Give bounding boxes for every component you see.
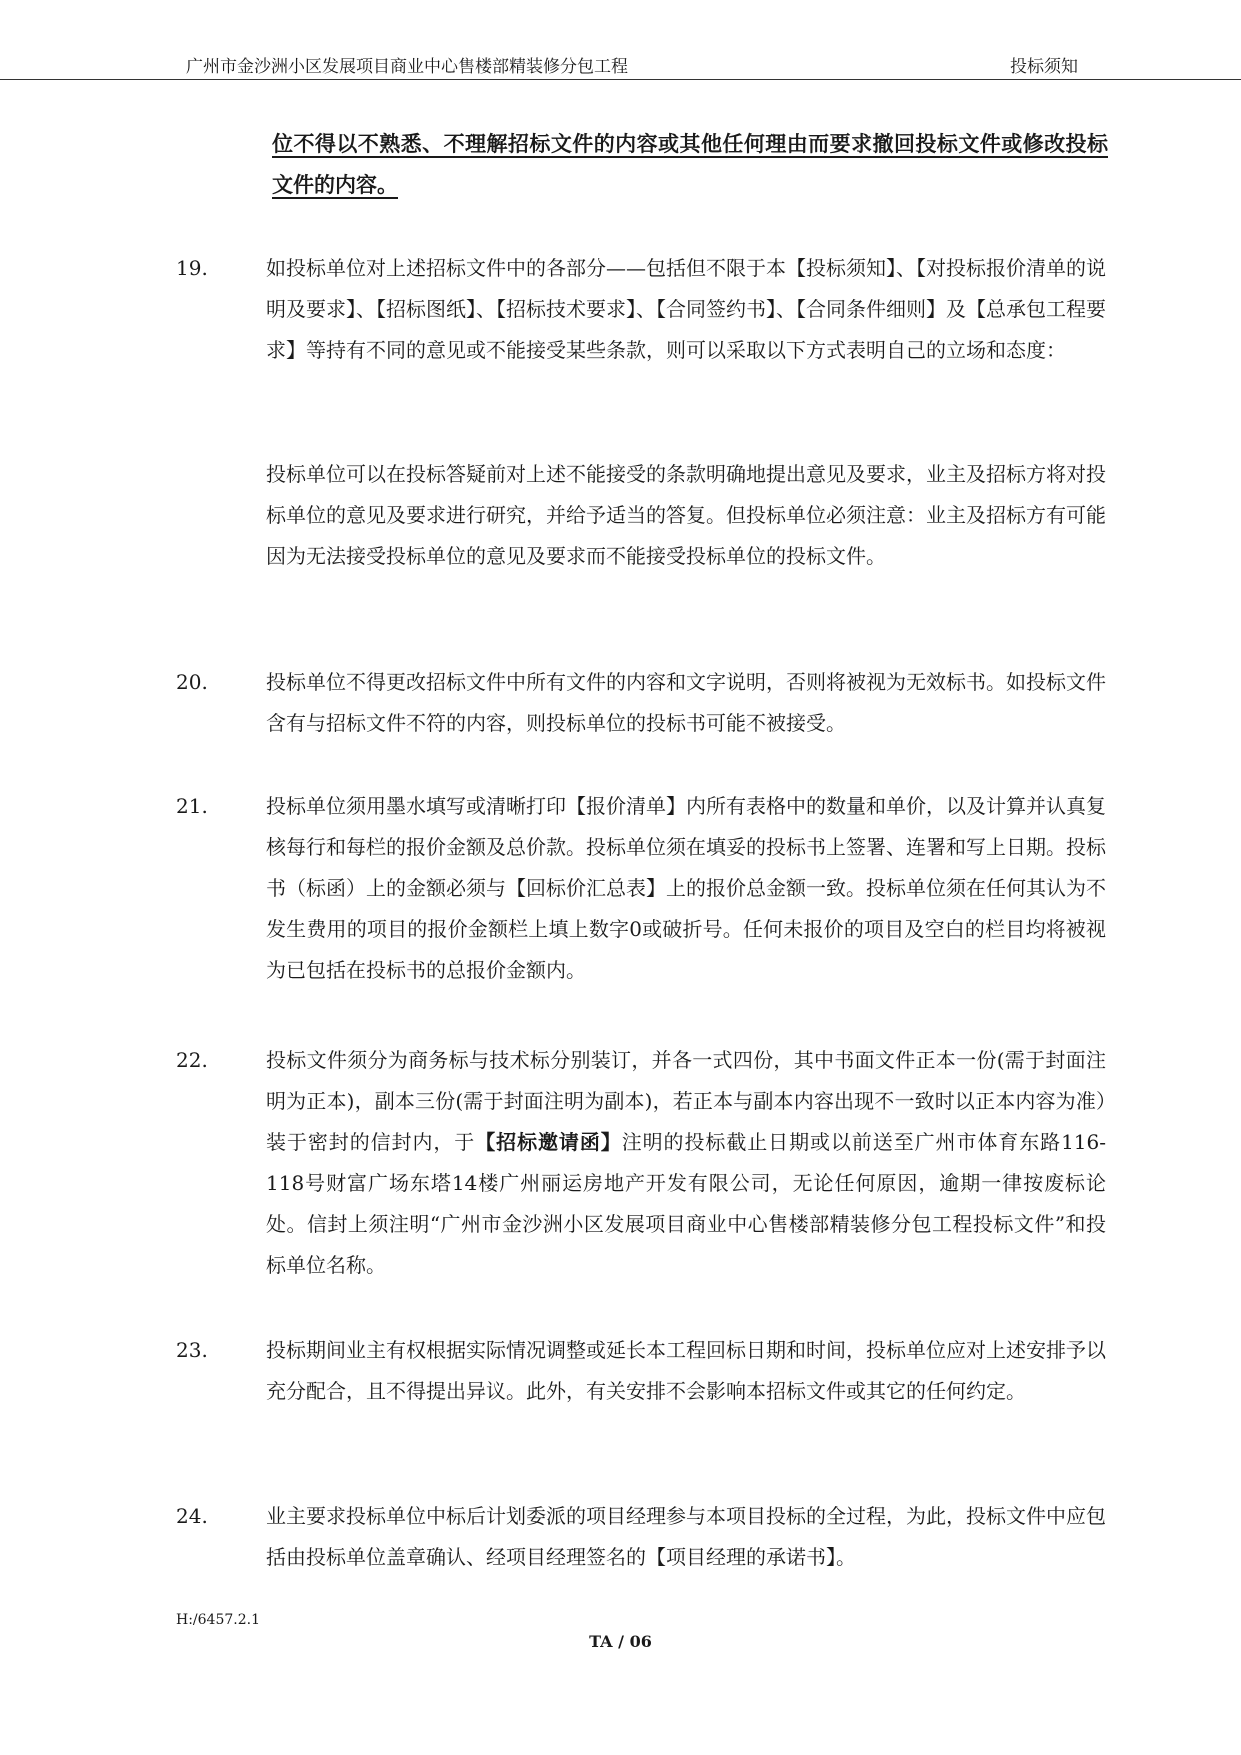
continued-clause-text: 位不得以不熟悉、不理解招标文件的内容或其他任何理由而要求撤回投标文件或修改投标文件的内容。 xyxy=(272,132,1108,197)
section-name: 投标须知 xyxy=(1010,57,1078,77)
clause-number-19: 19. xyxy=(176,256,208,280)
document-title: 广州市金沙洲小区发展项目商业中心售楼部精装修分包工程 xyxy=(186,57,628,77)
clause-22-text-part-a: 投标文件须分为商务标与技术标分别装订，并各一式四份，其中书面文件正本一份(需于封面注明为正本)，副本三份(需于封面注明为副本)，若正本与副本内容出现不一致时以正本内容为准）装于密封的信封内，于 xyxy=(266,1048,1106,1154)
page-header xyxy=(0,0,1241,80)
header-divider xyxy=(0,79,1241,80)
clause-19-note: 投标单位可以在投标答疑前对上述不能接受的条款明确地提出意见及要求，业主及招标方将对投标单位的意见及要求进行研究，并给予适当的答复。但投标单位必须注意：业主及招标方有可能因为无法接受投标单位的意见及要求而不能接受投标单位的投标文件。 xyxy=(266,462,1106,568)
clause-22-text xyxy=(266,1040,1106,1286)
page-number: TA / 06 xyxy=(589,1632,652,1651)
clause-22-text-part-b: 注明的投标截止日期或以前送至广州市体育东路116-118号财富广场东塔14楼广州丽运房地产开发有限公司，无论任何原因，逾期一律按废标论处。信封上须注明“广州市金沙洲小区发展项目商业中心售楼部精装修分包工程投标文件”和投标单位名称。 xyxy=(266,1130,1107,1277)
clause-number-23: 23. xyxy=(176,1338,208,1362)
clause-number-21: 21. xyxy=(176,794,208,818)
file-reference: H:/6457.2.1 xyxy=(176,1612,260,1628)
invitation-letter-reference: 【招标邀请函】 xyxy=(475,1130,622,1154)
clause-24-text: 业主要求投标单位中标后计划委派的项目经理参与本项目投标的全过程，为此，投标文件中应包括由投标单位盖章确认、经项目经理签名的【项目经理的承诺书】。 xyxy=(266,1504,1106,1569)
clause-number-22: 22. xyxy=(176,1048,208,1072)
clause-20-text: 投标单位不得更改招标文件中所有文件的内容和文字说明，否则将被视为无效标书。如投标文件含有与招标文件不符的内容，则投标单位的投标书可能不被接受。 xyxy=(266,670,1106,735)
clause-number-24: 24. xyxy=(176,1504,208,1528)
clause-23-text: 投标期间业主有权根据实际情况调整或延长本工程回标日期和时间，投标单位应对上述安排予以充分配合，且不得提出异议。此外，有关安排不会影响本招标文件或其它的任何约定。 xyxy=(266,1338,1106,1403)
clause-21-text: 投标单位须用墨水填写或清晰打印【报价清单】内所有表格中的数量和单价，以及计算并认真复核每行和每栏的报价金额及总价款。投标单位须在填妥的投标书上签署、连署和写上日期。投标书（标函）上的金额必须与【回标价汇总表】上的报价总金额一致。投标单位须在任何其认为不发生费用的项目的报价金额栏上填上数字0或破折号。任何未报价的项目及空白的栏目均将被视为已包括在投标书的总报价金额内。 xyxy=(266,794,1106,982)
clause-19-text: 如投标单位对上述招标文件中的各部分——包括但不限于本【投标须知】、【对投标报价清单的说明及要求】、【招标图纸】、【招标技术要求】、【合同签约书】、【合同条件细则】及【总承包工程要求】等持有不同的意见或不能接受某些条款，则可以采取以下方式表明自己的立场和态度： xyxy=(266,256,1106,362)
clause-number-20: 20. xyxy=(176,670,208,694)
